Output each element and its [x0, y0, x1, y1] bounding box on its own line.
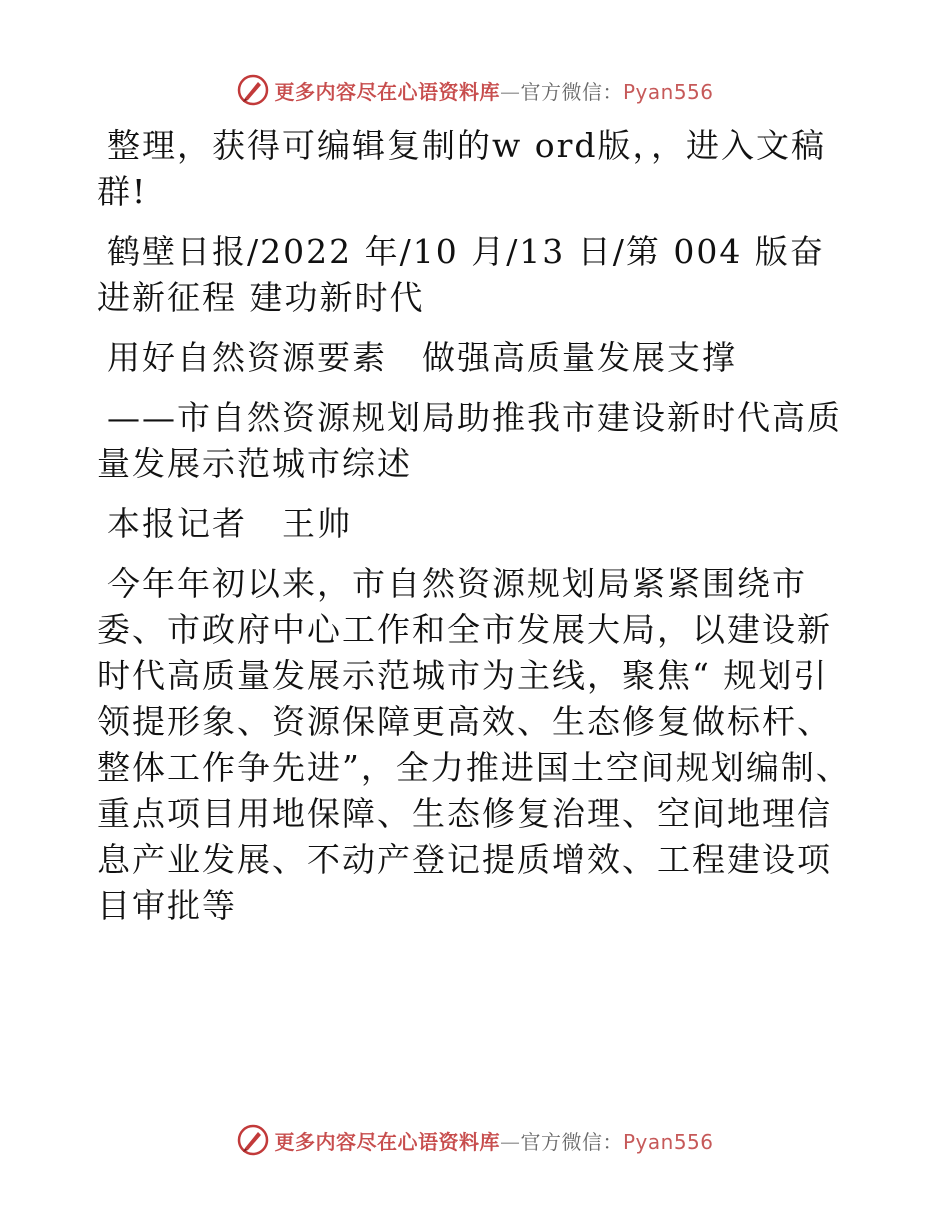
- quill-logo-icon: [236, 73, 270, 107]
- footer-watermark: [0, 1120, 950, 1160]
- watermark-text: [274, 76, 713, 105]
- headline: 用好自然资源要素 做强高质量发展支撑: [107, 338, 737, 377]
- intro-paragraph: 整理，获得可编辑复制的w ord版，，进入文稿群!: [97, 126, 827, 211]
- watermark-text: [274, 1126, 713, 1155]
- watermark-dash: —: [499, 1129, 521, 1154]
- document-content: [97, 123, 857, 943]
- byline: 本报记者 王帅: [107, 504, 352, 543]
- watermark-official: 官方微信：: [520, 1129, 623, 1154]
- header-watermark: [0, 70, 950, 110]
- quill-logo-icon: [236, 1123, 270, 1157]
- subheadline: ——市自然资源规划局助推我市建设新时代高质量发展示范城市综述: [97, 398, 842, 483]
- watermark-official: 官方微信：: [520, 79, 623, 104]
- source-line: 鹤壁日报/2022 年/10 月/13 日/第 004 版奋进新征程 建功新时代: [97, 232, 825, 317]
- watermark-brand: 更多内容尽在心语资料库: [274, 1129, 500, 1154]
- watermark-dash: —: [499, 79, 521, 104]
- watermark-wechat-id: Pyan556: [622, 79, 714, 104]
- body-paragraph: 今年年初以来，市自然资源规划局紧紧围绕市委、市政府中心工作和全市发展大局，以建设新时代高质量发展示范城市为主线，聚焦“ 规划引领提形象、资源保障更高效、生态修复做标杆、整体工作争先进”，全力推进国土空间规划编制、重点项目用地保障、生态修复治理、空间地理信息产业发展、不动产登记提质增效、工程建设项目审批等: [97, 564, 851, 925]
- watermark-brand: 更多内容尽在心语资料库: [274, 79, 500, 104]
- watermark-wechat-id: Pyan556: [622, 1129, 714, 1154]
